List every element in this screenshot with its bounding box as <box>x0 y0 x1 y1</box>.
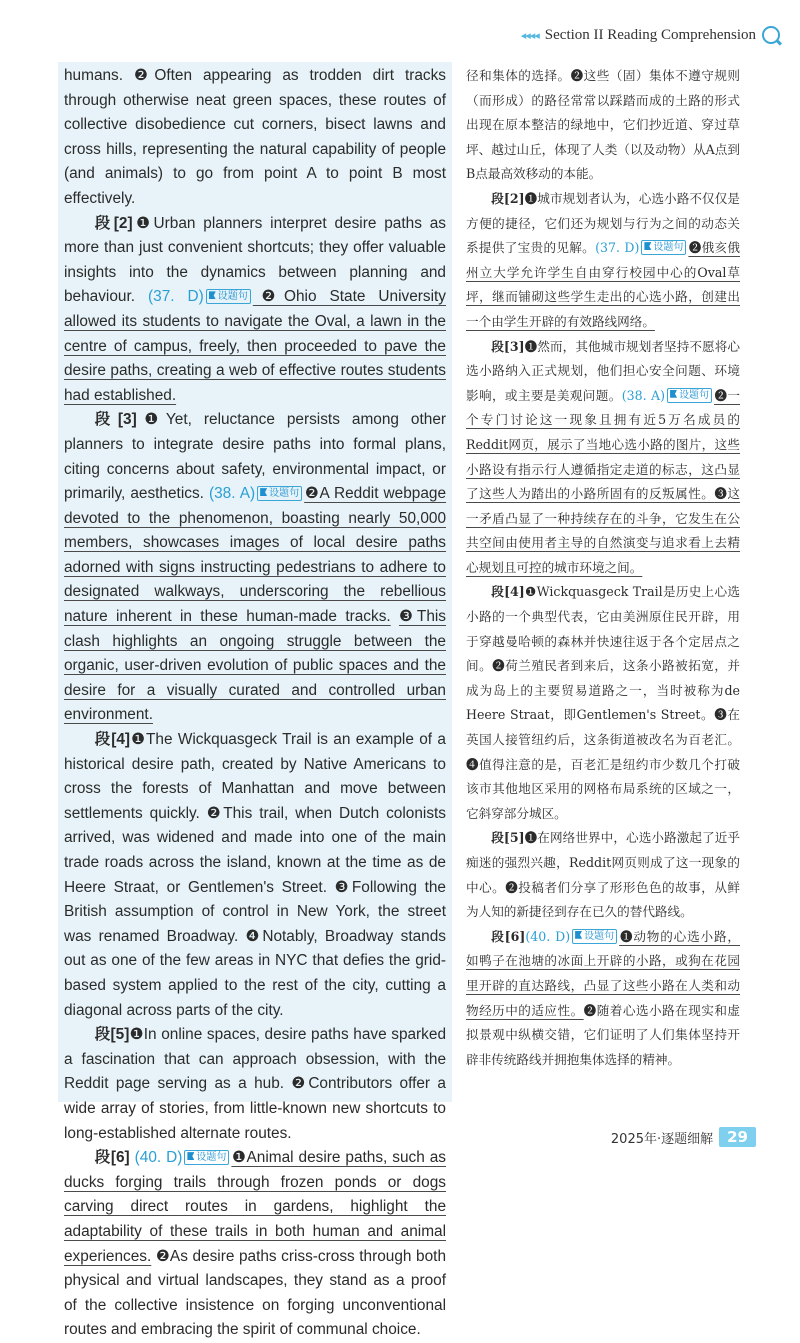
question-tag-flag-icon: 设题句 <box>257 486 302 501</box>
paragraph-3: 段[3]❶Yet, reluctance persists among other planners to integrate desire paths into formal plans, citing concerns about safety, environmental impact, or primarily, aesthetics. (38. A) 设题句 ❷A Reddit webpage devoted to the phenomenon, boasting nearly 50,000 members, showcases images of local desire paths adorned with signs instructing pedestrians to adhere to designated walkways, underscoring the rebellious nature inherent in these human-made tracks. ❸This clash highlights an ongoing struggle between the organic, user-driven evolution of public spaces and the desire for a visually curated and controlled urban environment. <box>64 411 447 724</box>
paragraph-label: 段[4] <box>94 731 131 749</box>
section-title: Section II Reading Comprehension <box>544 26 756 43</box>
chinese-translation <box>462 62 744 1102</box>
translation-paragraph-2: 段[2]❶城市规划者认为，心选小路不仅仅是方便的捷径，它们还为规划与行为之间的动态关系提供了宝贵的见解。(37. D) 设题句 ❷俄亥俄州立大学允许学生自由穿行校园中心的Oval草坪，继而铺砌这些学生走出的心选小路，创建出一个由学生开辟的有效路线网络。 <box>466 190 741 329</box>
page-number: 29 <box>719 1127 756 1147</box>
english-passage <box>58 62 452 1339</box>
answer-marker: (38. A) <box>621 387 666 403</box>
paragraph-6: 段[6] (40. D) 设题句 ❶Animal desire paths, such as ducks forging trails through frozen ponds or dogs carving direct routes in gardens, highlight the adaptability of these trails in both human and animal experiences. ❷As desire paths criss-cross through both physical and virtual landscapes, they stand as a proof of the collective insistence on forging unconventional routes and embracing the spirit of communal choice. <box>64 1149 447 1339</box>
arrows-decoration: ◂◂◂◂ <box>520 28 539 42</box>
paragraph-label: 段[5] <box>94 1026 130 1044</box>
paragraph-label: 段[5] <box>491 830 525 846</box>
footer-text: 2025年·逐题细解 <box>610 1131 714 1147</box>
paragraph-5: 段[5]❶In online spaces, desire paths have sparked a fascination that can approach obsession, with the Reddit page serving as a hub. ❷Contributors offer a wide array of stories, from little-known new shortcuts to long-established alternate routes. <box>64 1026 447 1142</box>
answer-marker: (37. D) <box>595 240 640 256</box>
translation-paragraph-1: 径和集体的选择。❷这些（固）集体不遵守规则（而形成）的路径常常以踩踏而成的土路的形式出现在原本整洁的绿地中，它们抄近道、穿过草坪、越过山丘，体现了人类（以及动物）从A点到B点最高效移动的本能。 <box>466 68 740 182</box>
question-tag-flag-icon: 设题句 <box>667 388 712 403</box>
underlined-sentence: ❸这一矛盾凸显了一种持续存在的斗争，它发生在公共空间由使用者主导的自然演变与追求看上去精心规划且可控的城市环境之间。 <box>466 486 741 575</box>
paragraph-label: 段[6] <box>94 1149 130 1167</box>
question-tag-flag-icon: 设题句 <box>641 240 686 255</box>
question-tag-flag-icon: 设题句 <box>572 929 617 944</box>
underlined-sentence: ❷一个专门讨论这一现象且拥有近5万名成员的Reddit网页，展示了当地心选小路的图片，这些小路设有指示行人遵循指定走道的标志，这凸显了这些人为踏出的小路所固有的反叛属性。 <box>466 387 741 502</box>
translation-paragraph-5: 段[5]❶在网络世界中，心选小路激起了近乎痴迷的强烈兴趣，Reddit网页则成了这一现象的中心。❷投稿者们分享了形形色色的故事，从鲜为人知的新捷径到存在已久的替代路线。 <box>466 830 740 920</box>
paragraph-2: 段[2]❶Urban planners interpret desire paths as more than just convenient shortcuts; they offer valuable insights into the dynamics between planning and behaviour. (37. D) 设题句 ❷Ohio State University allowed its students to navigate the Oval, a lawn in the centre of campus, freely, then proceeded to pave the desire paths, creating a web of effective routes students had established. <box>64 214 447 404</box>
answer-marker: (40. D) <box>134 1149 183 1167</box>
underlined-sentence: ❷Ohio State University allowed its students to navigate the Oval, a lawn in the centre of campus, freely, then proceeded to pave the desire paths, creating a web of effective routes students had established. <box>64 288 446 404</box>
translation-paragraph-3: 段[3]❶然而，其他城市规划者坚持不愿将心选小路纳入正式规划，他们担心安全问题、环境影响，或主要是美观问题。(38. A) 设题句 ❷一个专门讨论这一现象且拥有近5万名成员的Reddit网页，展示了当地心选小路的图片，这些小路设有指示行人遵循指定走道的标志，这凸显了这些人为踏出的小路所固有的反叛属性。❸这一矛盾凸显了一种持续存在的斗争，它发生在公共空间由使用者主导的自然演变与追求看上去精心规划且可控的城市环境之间。 <box>466 338 741 575</box>
paragraph-label: 段[3] <box>94 411 137 429</box>
answer-marker: (37. D) <box>148 288 204 306</box>
underlined-sentence: ❷俄亥俄州立大学允许学生自由穿行校园中心的Oval草坪，继而铺砌这些学生走出的心选小路，创建出一个由学生开辟的有效路线网络。 <box>466 240 741 329</box>
answer-marker: (38. A) <box>209 485 256 503</box>
question-tag-flag-icon: 设题句 <box>206 289 251 304</box>
paragraph-label: 段[2] <box>491 190 525 206</box>
section-header <box>521 22 780 48</box>
paragraph-label: 段[4] <box>491 584 525 600</box>
paragraph-label: 段[2] <box>94 214 133 232</box>
paragraph-4: 段[4]❶The Wickquasgeck Trail is an example of a historical desire path, created by Native Americans to cross the forests of Manhattan and move between settlements quickly. ❷This trail, when Dutch colonists arrived, was widened and made into one of the main trade roads across the island, known at the time as de Heere Straat, or Gentlemen's Street. ❸Following the British assumption of control in New York, the street was renamed Broadway. ❹Notably, Broadway stands out as one of the few areas in NYC that defies the grid-based system applied to the rest of the city, cutting a diagonal across parts of the city. <box>64 731 446 1019</box>
translation-paragraph-6: 段[6](40. D) 设题句 ❶动物的心选小路，如鸭子在池塘的冰面上开辟的小路，或狗在花园里开辟的直达路线，凸显了这些小路在人类和动物经历中的适应性。❷随着心选小路在现实和虚拟景观中纵横交错，它们证明了人们集体坚持开辟非传统路线并拥抱集体选择的精神。 <box>466 928 741 1067</box>
paragraph-label: 段[6] <box>491 928 526 944</box>
answer-marker: (40. D) <box>525 928 571 944</box>
question-tag-flag-icon: 设题句 <box>184 1150 229 1165</box>
underlined-sentence: ❶Animal desire paths, such as ducks forging trails through frozen ponds or dogs carving direct routes in gardens, highlight the adaptability of these trails in both human and animal experiences. <box>64 1149 447 1265</box>
underlined-sentence: ❸This clash highlights an ongoing struggle between the organic, user-driven evolution of public spaces and the desire for a visually curated and controlled urban environment. <box>64 608 447 724</box>
underlined-sentence: ❷A Reddit webpage devoted to the phenomenon, boasting nearly 50,000 members, showcases images of local desire paths adorned with signs instructing pedestrians to adhere to designated walkways, underscoring the rebellious nature inherent in these human-made tracks. <box>64 485 447 626</box>
paragraph-1-continued: humans. ❷Often appearing as trodden dirt tracks through otherwise neat green spaces, these routes of collective disobedience cut corners, bisect lawns and cross hills, representing the natural capability of people (and animals) to go from point A to point B most effectively. <box>64 67 446 207</box>
paragraph-label: 段[3] <box>491 338 525 354</box>
search-icon <box>762 26 780 44</box>
underlined-sentence: ❶动物的心选小路，如鸭子在池塘的冰面上开辟的小路，或狗在花园里开辟的直达路线，凸显了这些小路在人类和动物经历中的适应性。 <box>466 928 740 1018</box>
page-footer <box>611 1127 756 1147</box>
translation-paragraph-4: 段[4]❶Wickquasgeck Trail是历史上心选小路的一个典型代表，它由美洲原住民开辟，用于穿越曼哈顿的森林并快速往返于各个定居点之间。❷荷兰殖民者到来后，这条小路被拓宽，并成为岛上的主要贸易道路之一，当时被称为de Heere Straat，即Gentlemen's Street。❸在英国人接管纽约后，这条街道被改名为百老汇。❹值得注意的是，百老汇是纽约市少数几个打破该市其他地区采用的网格布局系统的区域之一，它斜穿部分城区。 <box>466 584 740 821</box>
